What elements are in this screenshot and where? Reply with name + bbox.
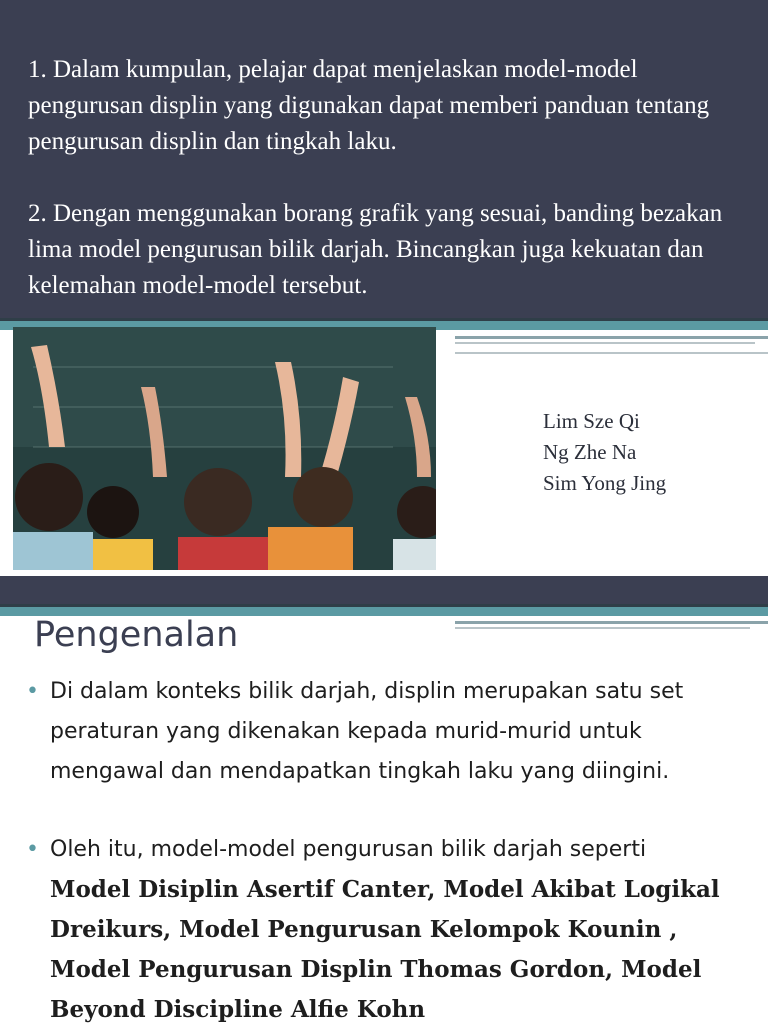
raised-hands-illustration bbox=[13, 327, 436, 570]
list-item bbox=[26, 672, 756, 792]
author-name: Ng Zhe Na bbox=[543, 440, 637, 464]
slide2-decor-rule-2 bbox=[455, 627, 750, 629]
bullet-text: Di dalam konteks bilik darjah, displin merupakan satu set peraturan yang dikenakan kepada murid-murid untuk mengawal dan mendapatkan tingkah laku yang diingini. bbox=[50, 679, 684, 784]
objective-2: 2. Dengan menggunakan borang grafik yang sesuai, banding bezakan lima model pengurusan bilik darjah. Bincangkan juga kekuatan dan kelemahan model-model tersebut. bbox=[28, 200, 723, 299]
bullet-icon: • bbox=[26, 837, 39, 862]
decor-rule-2 bbox=[455, 342, 755, 344]
list-item bbox=[26, 830, 756, 1030]
slide2-band-line bbox=[0, 604, 768, 607]
bullet-icon: • bbox=[26, 679, 39, 704]
classroom-photo bbox=[13, 327, 436, 570]
slide-title: Pengenalan bbox=[34, 615, 239, 655]
bullet-list bbox=[26, 672, 756, 1030]
model-list: Model Disiplin Asertif Canter, Model Akibat Logikal Dreikurs, Model Pengurusan Kelompok Kounin , Model Pengurusan Displin Thomas Gordon, Model Beyond Discipline Alfie Kohn bbox=[50, 876, 720, 1023]
author-name: Lim Sze Qi bbox=[543, 409, 640, 433]
band-top-line bbox=[0, 318, 768, 321]
slide1-text bbox=[28, 52, 758, 304]
bullet-text: Oleh itu, model-model pengurusan bilik darjah seperti bbox=[50, 837, 647, 862]
objective-1: 1. Dalam kumpulan, pelajar dapat menjelaskan model-model pengurusan displin yang digunakan dapat memberi panduan tentang pengurusan displin dan tingkah laku. bbox=[28, 56, 710, 155]
decor-rule-1 bbox=[455, 336, 768, 339]
author-names bbox=[543, 406, 666, 499]
author-name: Sim Yong Jing bbox=[543, 471, 667, 495]
slide2-decor-rule-1 bbox=[455, 621, 768, 624]
decor-rule-3 bbox=[455, 352, 768, 354]
